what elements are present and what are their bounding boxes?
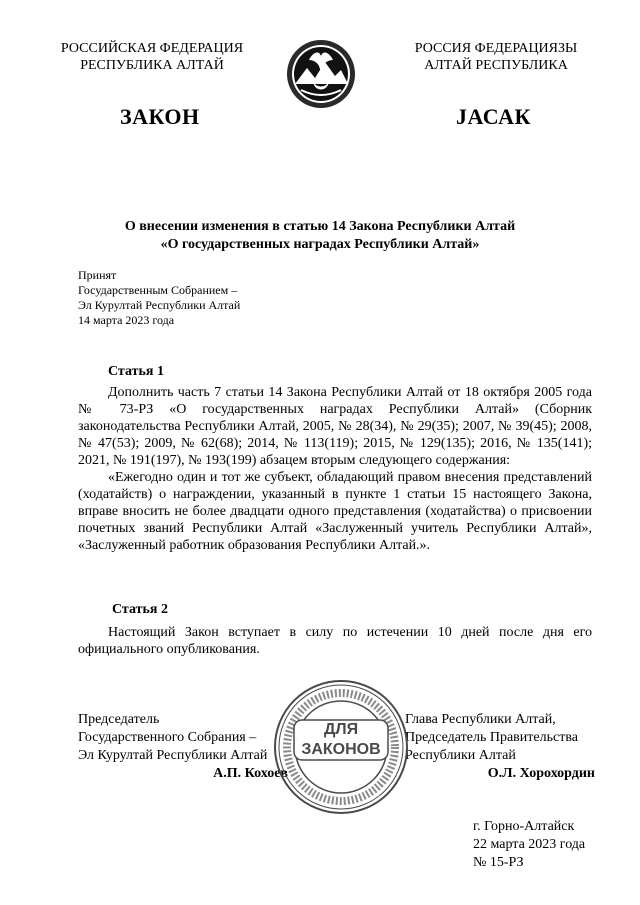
signature-right-name: О.Л. Хорохордин: [487, 766, 595, 781]
document-title: [60, 218, 580, 254]
header-right-line2: АЛТАЙ РЕСПУБЛИКА: [424, 58, 568, 73]
article1-paragraph1: Дополнить часть 7 статьи 14 Закона Республики Алтай от 18 октября 2005 года № 73-РЗ «О государственных наградах Республики Алтай» (Сборник законодательства Республики Алтай, 2005, № 28(34), № 29(35); 2007, № 39(45); 2008, № 47(53); 2009, № 62(68); 2014, № 113(119); 2015, № 129(135); 2016, № 135(141); 2021, № 191(197), № 193(199) абзацем вторым следующего содержания:: [78, 385, 592, 468]
header-left-line1: РОССИЙСКАЯ ФЕДЕРАЦИЯ: [60, 41, 244, 56]
article1-heading: Статья 1: [108, 364, 164, 379]
signature-left: [78, 711, 288, 783]
stamp-line1: ДЛЯ: [323, 721, 359, 738]
adopted-line3: Эл Курултай Республики Алтай: [78, 298, 241, 312]
footer-number: № 15-РЗ: [473, 855, 524, 870]
signature-right-line2: Председатель Правительства: [405, 730, 578, 745]
article1-paragraph2: «Ежегодно один и тот же субъект, обладающий правом внесения представлений (ходатайств) о награждении, указанный в пункте 1 статьи 15 настоящего Закона, вправе вносить не более двадцати одного представления (ходатайства) о присвоении почетных званий Республики Алтай «Заслуженный учитель Республики Алтай», «Заслуженный работник образования Республики Алтай.».: [78, 470, 592, 553]
signature-right: [405, 711, 595, 783]
signature-left-line1: Председатель: [78, 712, 160, 727]
stamp-line2: ЗАКОНОВ: [301, 741, 381, 758]
header-left: [32, 40, 272, 74]
law-title-alt: JАСАК: [456, 104, 531, 129]
article2-paragraph1: Настоящий Закон вступает в силу по истечении 10 дней после дня его официального опубликования.: [78, 625, 592, 657]
signature-left-name: А.П. Кохоев: [213, 766, 288, 781]
article2-body: [78, 624, 592, 658]
signature-right-line1: Глава Республики Алтай,: [405, 712, 556, 727]
signature-left-line2: Государственного Собрания –: [78, 730, 257, 745]
signature-left-line3: Эл Курултай Республики Алтай: [78, 748, 268, 763]
law-title-ru: ЗАКОН: [120, 104, 200, 129]
official-stamp: [272, 678, 410, 816]
article2-heading: Статья 2: [112, 602, 168, 617]
adopted-line2: Государственным Собранием –: [78, 283, 238, 297]
footer-place: г. Горно-Алтайск: [473, 819, 575, 834]
adopted-line4: 14 марта 2023 года: [78, 313, 175, 327]
document-title-line2: «О государственных наградах Республики Алтай»: [160, 237, 480, 252]
footer-date: 22 марта 2023 года: [473, 837, 586, 852]
header-left-line2: РЕСПУБЛИКА АЛТАЙ: [80, 58, 224, 73]
signature-right-line3: Республики Алтай: [405, 748, 516, 763]
article1-body: [78, 384, 592, 554]
adopted-line1: Принят: [78, 268, 117, 282]
document-title-line1: О внесении изменения в статью 14 Закона Республики Алтай: [124, 219, 516, 234]
header-right-line1: РОССИЯ ФЕДЕРАЦИЯЗЫ: [414, 41, 578, 56]
adopted-block: [78, 268, 240, 328]
header-right: [376, 40, 616, 74]
footer-block: [473, 818, 585, 872]
coat-of-arms-emblem: [285, 38, 357, 110]
